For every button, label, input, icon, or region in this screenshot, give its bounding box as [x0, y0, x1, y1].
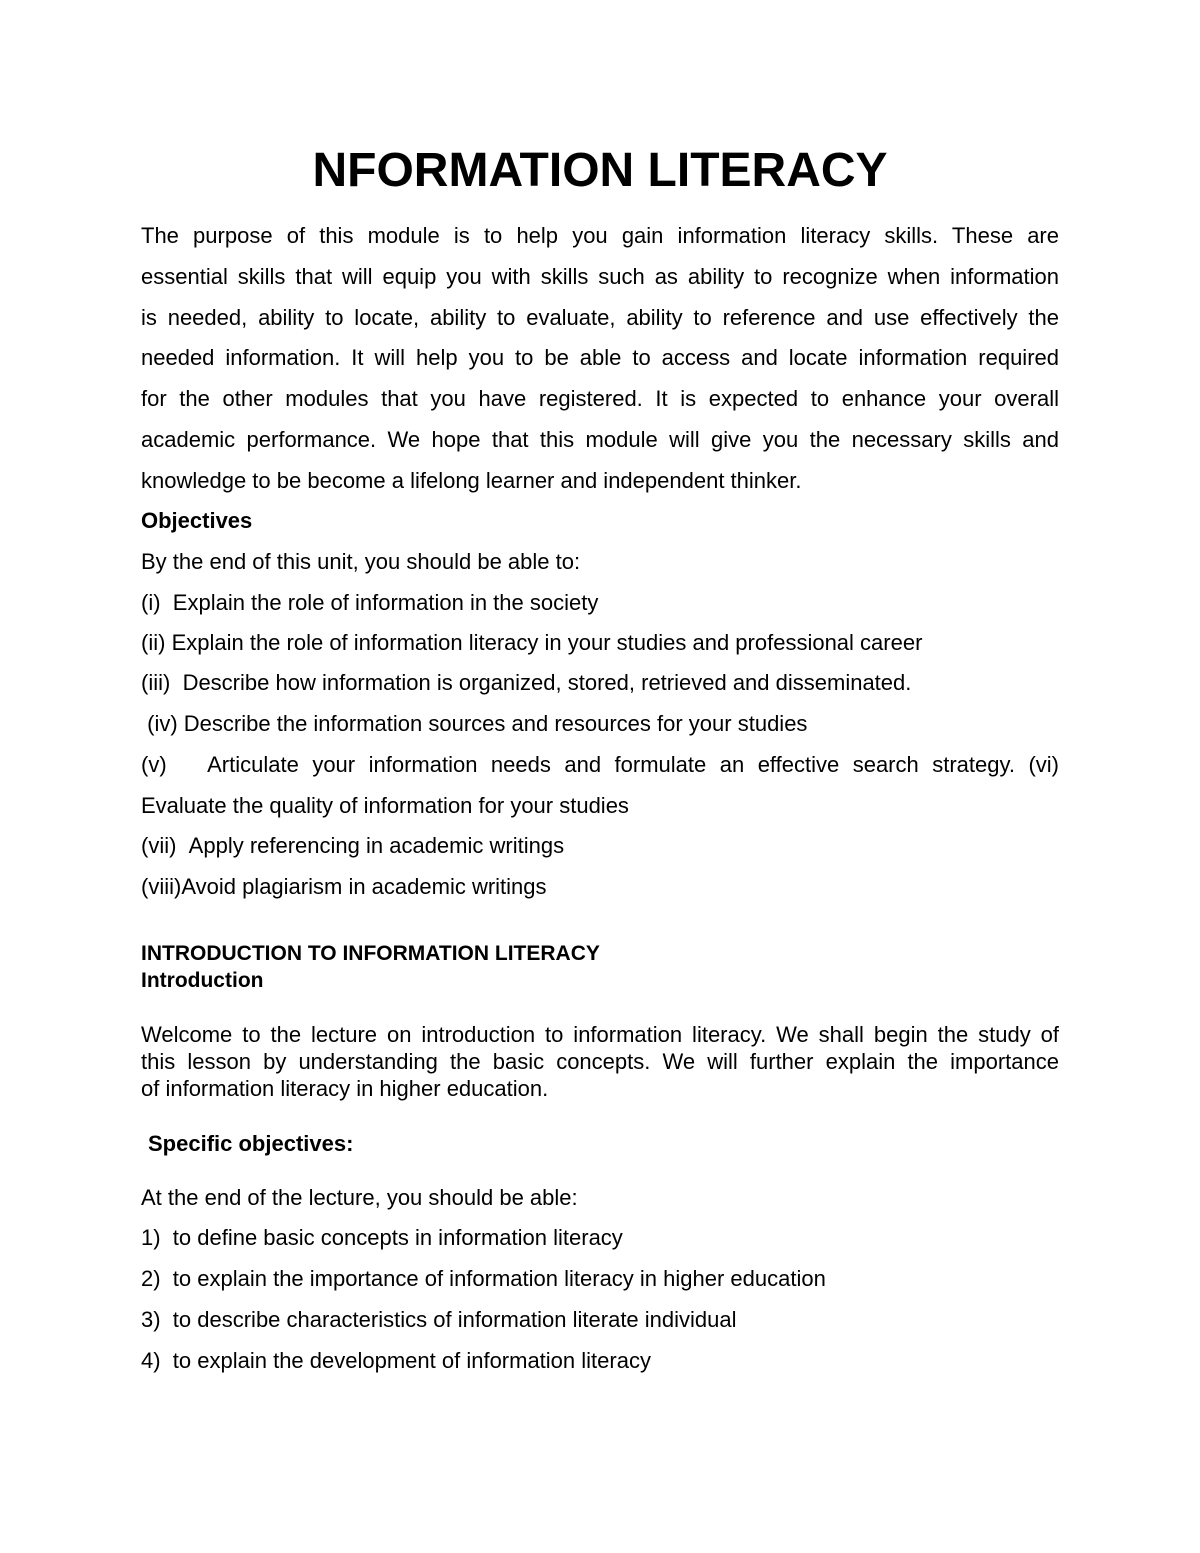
list-item — [141, 873, 1059, 901]
list-item — [141, 1224, 1059, 1252]
list-item-text: Describe the information sources and resources for your studies — [183, 711, 808, 736]
intro-line: The purpose of this module is to help you gain information literacy skills. These are — [141, 223, 1059, 248]
intro-line: essential skills that will equip you with skills such as ability to recognize when information — [141, 264, 1059, 289]
list-item-text: to explain the importance of information literacy in higher education — [172, 1266, 826, 1291]
intro-line: knowledge to be become a lifelong learner and independent thinker. — [141, 468, 802, 493]
section-subheading: Introduction — [141, 969, 264, 992]
list-item-text: Avoid plagiarism in academic writings — [181, 874, 547, 899]
intro-line: needed information. It will help you to be able to access and locate information required — [141, 345, 1059, 370]
list-item-number: (iii) — [141, 670, 171, 695]
intro-line: is needed, ability to locate, ability to evaluate, ability to reference and use effectively the — [141, 305, 1059, 330]
list-item — [141, 629, 1059, 657]
list-item — [141, 1265, 1059, 1293]
list-item-number: (ii) — [141, 630, 166, 655]
section-paragraph-line: of information literacy in higher education. — [141, 1076, 549, 1101]
list-item — [141, 1347, 1059, 1375]
intro-line: academic performance. We hope that this module will give you the necessary skills and — [141, 427, 1059, 452]
list-item-text: Apply referencing in academic writings — [188, 833, 565, 858]
list-item-number: 1) — [141, 1225, 161, 1250]
intro-line: for the other modules that you have registered. It is expected to enhance your overall — [141, 386, 1059, 411]
list-item — [141, 589, 1059, 617]
list-item — [141, 792, 1059, 820]
page-title: NFORMATION LITERACY — [312, 144, 888, 197]
list-item-number: 3) — [141, 1307, 161, 1332]
list-item — [141, 751, 1059, 779]
list-item-number: (iv) — [147, 711, 178, 736]
section-paragraph-line: Welcome to the lecture on introduction to information literacy. We shall begin the study of — [141, 1022, 1059, 1047]
objectives-heading: Objectives — [141, 508, 253, 533]
list-item-text: to define basic concepts in information literacy — [172, 1225, 623, 1250]
objectives-lead: By the end of this unit, you should be able to: — [141, 549, 581, 574]
list-item — [141, 710, 1059, 738]
list-item-text: Evaluate the quality of information for your studies — [141, 793, 629, 818]
list-item — [141, 669, 1059, 697]
list-item-text: Explain the role of information literacy in your studies and professional career — [171, 630, 923, 655]
list-item-text: to explain the development of information literacy — [172, 1348, 651, 1373]
specific-objectives-lead: At the end of the lecture, you should be able: — [141, 1185, 578, 1210]
list-item-number: (i) — [141, 590, 161, 615]
list-item-number: (vii) — [141, 833, 177, 858]
list-item-number: (viii) — [141, 874, 182, 899]
list-item-number: (v) — [141, 752, 167, 777]
list-item-number: 4) — [141, 1348, 161, 1373]
list-item-text: Articulate your information needs and formulate an effective search strategy. (vi) — [207, 752, 1059, 777]
list-item-text: Describe how information is organized, stored, retrieved and disseminated. — [182, 670, 912, 695]
section-paragraph-line: this lesson by understanding the basic concepts. We will further explain the importance — [141, 1049, 1059, 1074]
list-item — [141, 1306, 1059, 1334]
list-item-text: Explain the role of information in the society — [172, 590, 599, 615]
specific-objectives-heading: Specific objectives: — [148, 1131, 354, 1156]
list-item — [141, 832, 1059, 860]
section-heading: INTRODUCTION TO INFORMATION LITERACY — [141, 942, 600, 965]
list-item-text: to describe characteristics of information literate individual — [172, 1307, 737, 1332]
list-item-number: 2) — [141, 1266, 161, 1291]
